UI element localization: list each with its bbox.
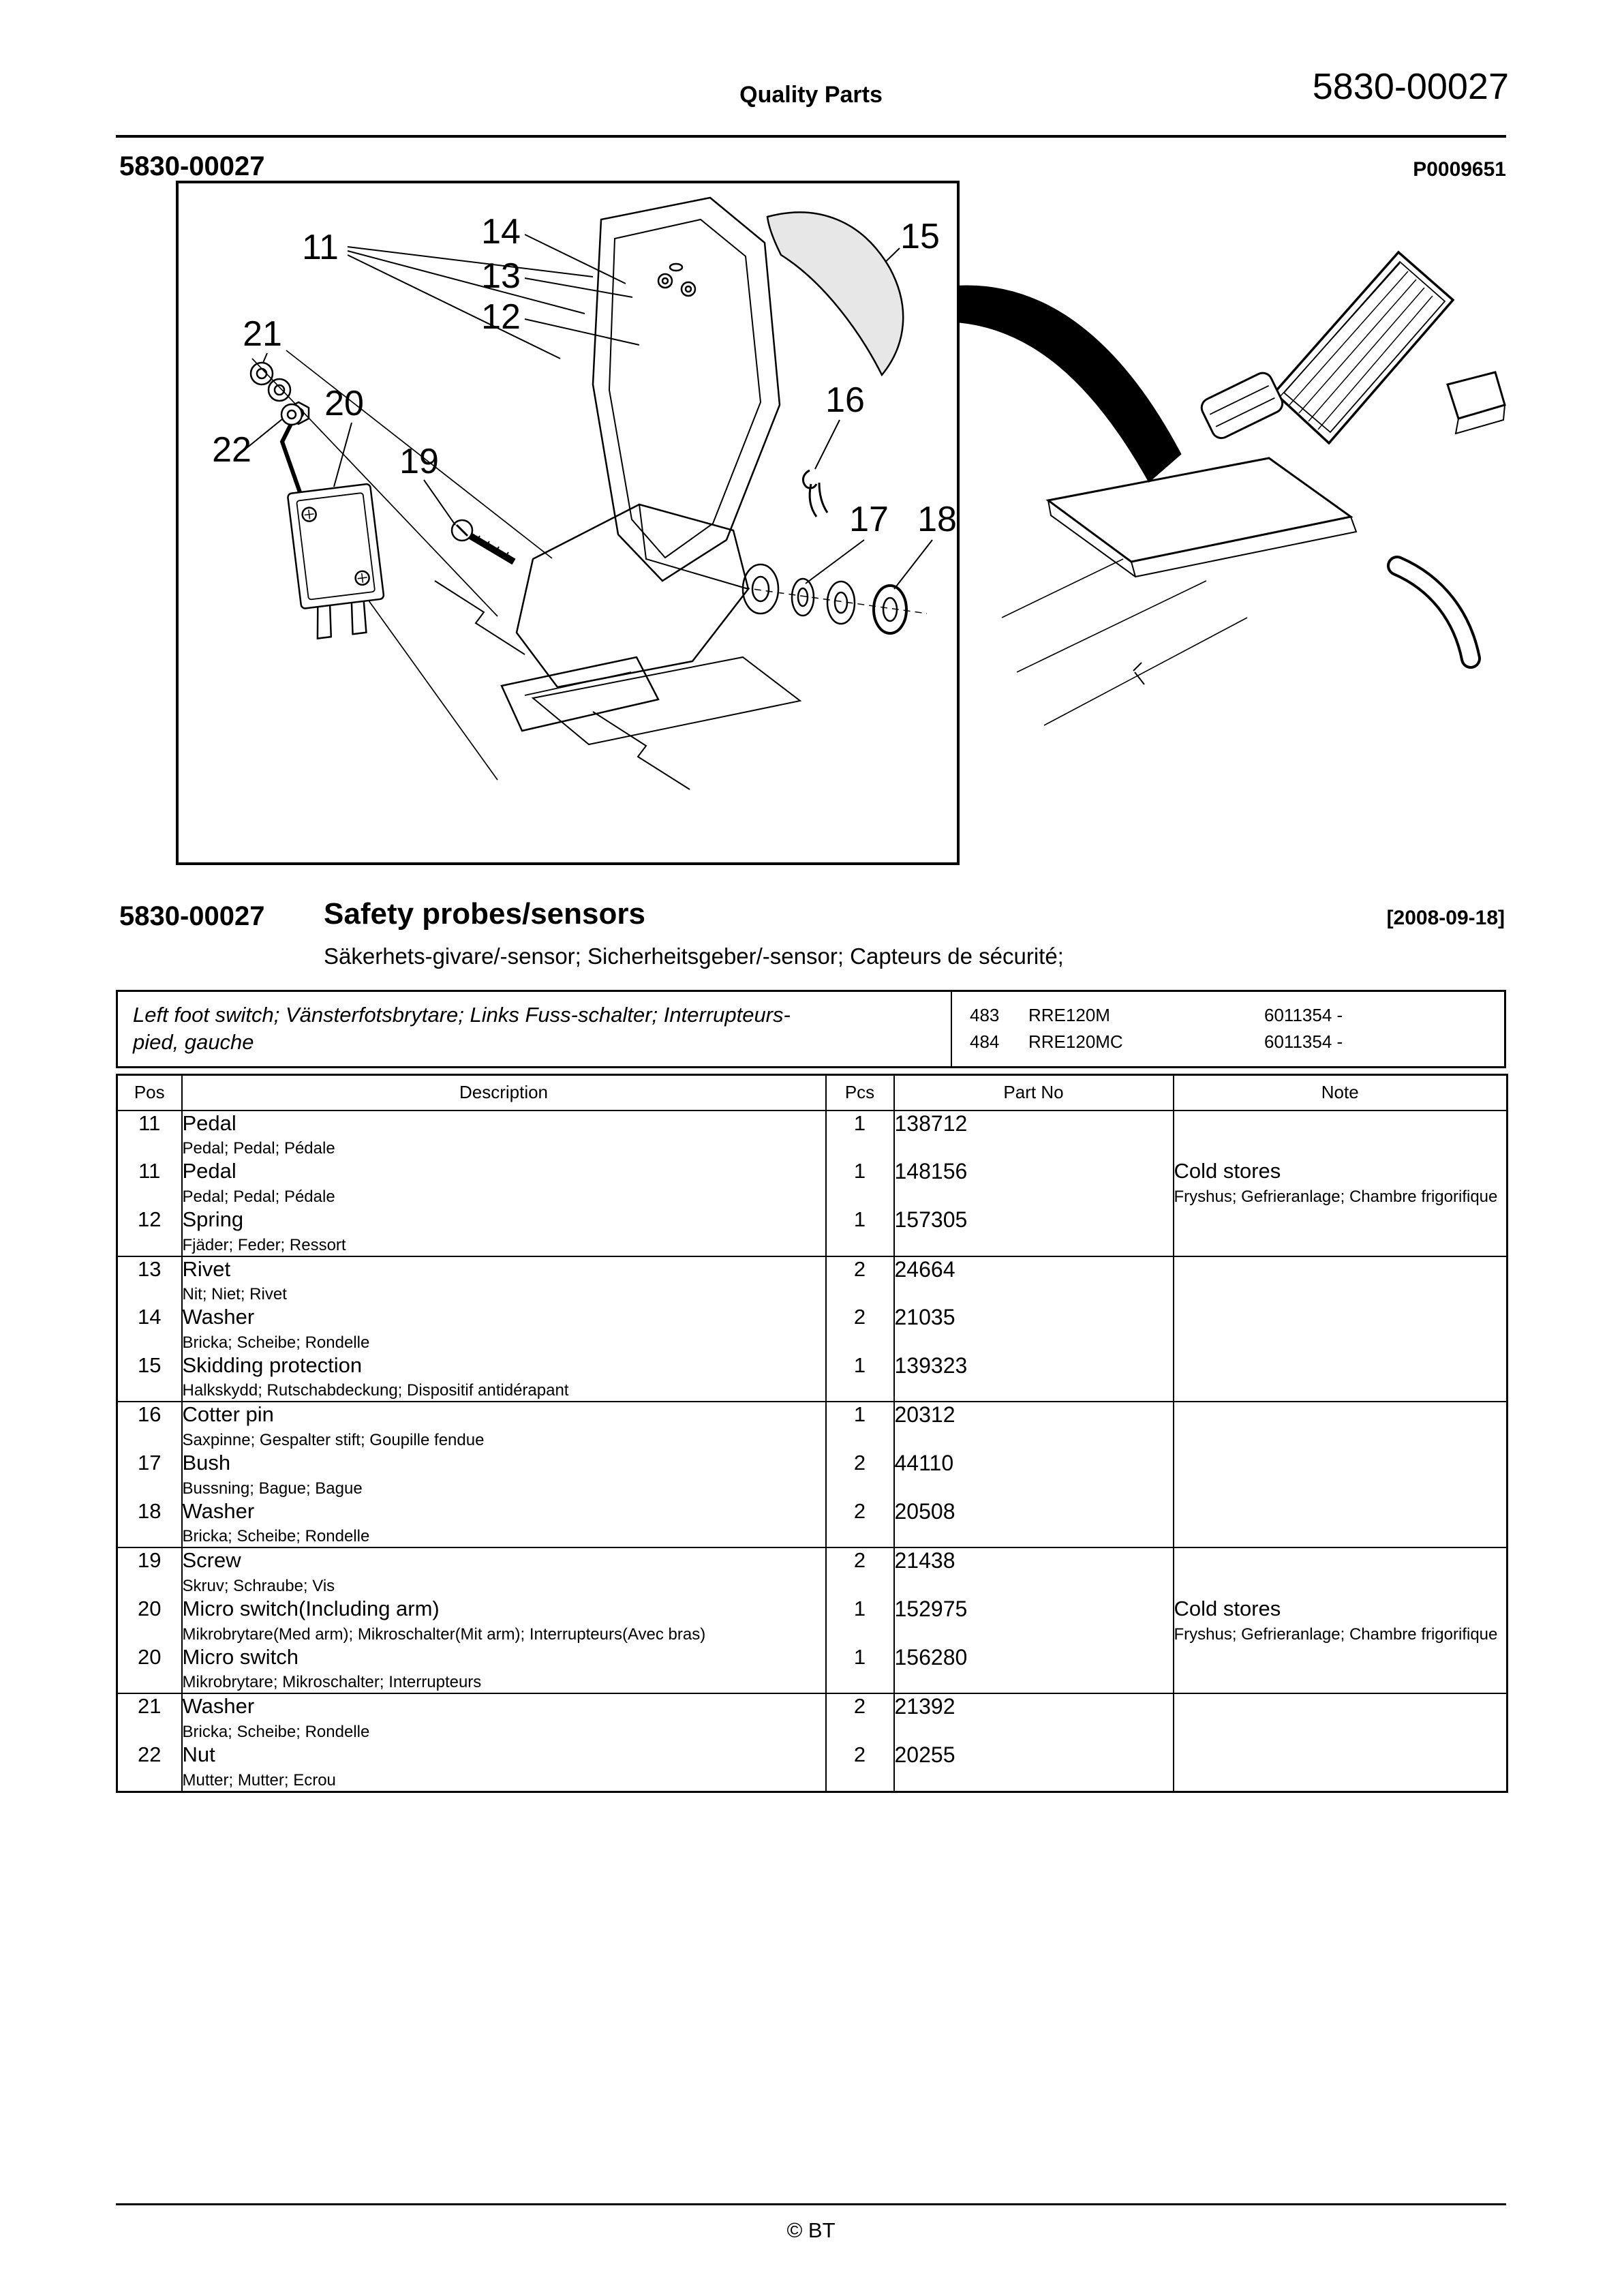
description-cell: Washer Bricka; Scheibe; Rondelle <box>182 1305 826 1353</box>
pos-cell: 17 <box>138 1451 162 1475</box>
partno-cell: 44110 <box>894 1451 1174 1499</box>
col-header-description: Description <box>182 1074 826 1111</box>
table-row <box>117 1159 1508 1207</box>
partno-cell: 20508 <box>894 1499 1174 1548</box>
description-cell: Cotter pin Saxpinne; Gespalter stift; Goupille fendue <box>182 1402 826 1451</box>
pcs-cell: 1 <box>826 1159 894 1207</box>
partno-cell: 152975 <box>894 1597 1174 1645</box>
pcs-cell: 1 <box>826 1111 894 1160</box>
pos-cell: 21 <box>138 1694 162 1719</box>
pcs-cell: 1 <box>826 1645 894 1694</box>
col-header-note: Note <box>1174 1074 1508 1111</box>
variant-models <box>951 992 1504 1066</box>
note-cell <box>1174 1207 1508 1256</box>
partno-cell: 156280 <box>894 1645 1174 1694</box>
model-name: RRE120MC <box>1028 1031 1123 1053</box>
partno-cell: 21438 <box>894 1547 1174 1597</box>
description-cell: Pedal Pedal; Pedal; Pédale <box>182 1111 826 1160</box>
note-cell <box>1174 1693 1508 1742</box>
table-group <box>117 1547 1508 1693</box>
note-cell <box>1174 1742 1508 1792</box>
description-cell: Micro switch(Including arm) Mikrobrytare(Med arm); Mikroschalter(Mit arm); Interrupteurs(Avec bras) <box>182 1597 826 1645</box>
callout-13: 13 <box>481 256 521 296</box>
description-cell: Micro switch Mikrobrytare; Mikroschalter; Interrupteurs <box>182 1645 826 1694</box>
pedal-cable-drawing <box>958 286 1180 481</box>
note-cell <box>1174 1451 1508 1499</box>
diagram-svg <box>116 180 1506 868</box>
header-rule <box>116 135 1506 138</box>
section-title: Safety probes/sensors <box>324 897 645 931</box>
side-bracket-drawing <box>1448 372 1505 434</box>
description-cell: Skidding protection Halkskydd; Rutschabdeckung; Dispositif antidérapant <box>182 1353 826 1402</box>
floor-plate-drawing <box>1002 458 1356 725</box>
col-header-partno: Part No <box>894 1074 1174 1111</box>
variant-model-row <box>970 1029 1497 1055</box>
description-cell: Spring Fjäder; Feder; Ressort <box>182 1207 826 1256</box>
description-cell: Washer Bricka; Scheibe; Rondelle <box>182 1693 826 1742</box>
pos-cell: 16 <box>138 1402 162 1427</box>
description-cell: Screw Skruv; Schraube; Vis <box>182 1547 826 1597</box>
pos-cell: 11 <box>138 1159 161 1183</box>
table-row <box>117 1451 1508 1499</box>
partno-cell: 24664 <box>894 1256 1174 1305</box>
section-date: [2008-09-18] <box>1386 907 1505 929</box>
callout-14: 14 <box>481 212 521 252</box>
pcs-cell: 2 <box>826 1305 894 1353</box>
callout-19: 19 <box>399 442 439 481</box>
table-group <box>117 1402 1508 1547</box>
hatched-pedal-drawing <box>1274 252 1453 443</box>
note-cell <box>1174 1402 1508 1451</box>
table-row <box>117 1207 1508 1256</box>
document-number-header: 5830-00027 <box>1312 66 1509 107</box>
model-code: 483 <box>970 1005 1000 1026</box>
section-number: 5830-00027 <box>119 901 265 931</box>
table-group <box>117 1693 1508 1792</box>
pcs-cell: 1 <box>826 1353 894 1402</box>
note-cell <box>1174 1353 1508 1402</box>
note-cell <box>1174 1111 1508 1160</box>
table-row <box>117 1111 1508 1160</box>
pos-cell: 13 <box>138 1256 162 1281</box>
partno-cell: 157305 <box>894 1207 1174 1256</box>
description-cell: Washer Bricka; Scheibe; Rondelle <box>182 1499 826 1548</box>
exploded-view-diagram <box>116 180 1506 868</box>
variant-description: Left foot switch; Vänsterfotsbrytare; Links Fuss-schalter; Interrupteurs-pied, gauche <box>133 1003 791 1055</box>
pcs-cell: 1 <box>826 1597 894 1645</box>
pcs-cell: 2 <box>826 1451 894 1499</box>
col-header-pos: Pos <box>117 1074 182 1111</box>
document-number: 5830-00027 <box>119 151 265 181</box>
callout-15: 15 <box>900 217 940 256</box>
description-cell: Bush Bussning; Bague; Bague <box>182 1451 826 1499</box>
callout-18: 18 <box>917 500 957 539</box>
variant-model-row <box>970 1002 1497 1029</box>
note-cell <box>1174 1499 1508 1548</box>
pcs-cell: 1 <box>826 1207 894 1256</box>
callout-17: 17 <box>849 500 889 539</box>
description-cell: Pedal Pedal; Pedal; Pédale <box>182 1159 826 1207</box>
pcs-cell: 2 <box>826 1256 894 1305</box>
rod-drawing <box>1397 566 1471 659</box>
callout-20: 20 <box>324 384 364 423</box>
callout-21: 21 <box>243 314 282 354</box>
partno-cell: 20255 <box>894 1742 1174 1792</box>
pos-cell: 12 <box>138 1207 162 1231</box>
table-group <box>117 1111 1508 1256</box>
grip-pad-drawing <box>1199 369 1286 441</box>
table-row <box>117 1305 1508 1353</box>
model-name: RRE120M <box>1028 1005 1110 1026</box>
footer-copyright: © BT <box>786 2218 836 2242</box>
table-row <box>117 1547 1508 1597</box>
page-title: Quality Parts <box>739 82 883 108</box>
description-cell: Nut Mutter; Mutter; Ecrou <box>182 1742 826 1792</box>
pos-cell: 14 <box>138 1305 162 1329</box>
pcs-cell: 2 <box>826 1742 894 1792</box>
description-cell: Rivet Nit; Niet; Rivet <box>182 1256 826 1305</box>
table-row <box>117 1256 1508 1305</box>
partno-cell: 21035 <box>894 1305 1174 1353</box>
table-row <box>117 1645 1508 1694</box>
pos-cell: 15 <box>138 1353 162 1377</box>
photo-reference: P0009651 <box>1413 158 1506 181</box>
partno-cell: 138712 <box>894 1111 1174 1160</box>
table-row <box>117 1499 1508 1548</box>
pcs-cell: 2 <box>826 1693 894 1742</box>
pos-cell: 11 <box>138 1111 161 1135</box>
variant-band <box>116 990 1506 1068</box>
col-header-pcs: Pcs <box>826 1074 894 1111</box>
table-row <box>117 1693 1508 1742</box>
note-cell <box>1174 1645 1508 1694</box>
partno-cell: 148156 <box>894 1159 1174 1207</box>
table-row <box>117 1353 1508 1402</box>
partno-cell: 139323 <box>894 1353 1174 1402</box>
section-subtitle: Säkerhets-givare/-sensor; Sicherheitsgeber/-sensor; Capteurs de sécurité; <box>324 943 1064 969</box>
column-header-row <box>117 1074 1508 1111</box>
table-row <box>117 1742 1508 1792</box>
model-code: 484 <box>970 1031 1000 1053</box>
pos-cell: 20 <box>138 1597 162 1620</box>
model-serial: 6011354 - <box>1264 1005 1343 1026</box>
note-cell <box>1174 1256 1508 1305</box>
table-row <box>117 1402 1508 1451</box>
callout-11: 11 <box>302 228 339 267</box>
note-cell: Cold stores Fryshus; Gefrieranlage; Chambre frigorifique <box>1174 1159 1508 1207</box>
note-cell: Cold stores Fryshus; Gefrieranlage; Chambre frigorifique <box>1174 1597 1508 1645</box>
note-cell <box>1174 1305 1508 1353</box>
pcs-cell: 2 <box>826 1499 894 1548</box>
pos-cell: 22 <box>138 1742 162 1766</box>
callout-22: 22 <box>212 430 251 470</box>
table-group <box>117 1256 1508 1402</box>
table-row <box>117 1597 1508 1645</box>
pos-cell: 18 <box>138 1498 162 1523</box>
callout-12: 12 <box>481 297 521 337</box>
parts-table-area <box>116 990 1506 1793</box>
callout-16: 16 <box>825 380 865 420</box>
model-serial: 6011354 - <box>1264 1031 1343 1053</box>
pos-cell: 20 <box>138 1644 162 1669</box>
pcs-cell: 1 <box>826 1402 894 1451</box>
footer-rule <box>116 2203 1506 2205</box>
pos-cell: 19 <box>138 1548 162 1573</box>
parts-table <box>116 1074 1508 1793</box>
note-cell <box>1174 1547 1508 1597</box>
partno-cell: 20312 <box>894 1402 1174 1451</box>
partno-cell: 21392 <box>894 1693 1174 1742</box>
pcs-cell: 2 <box>826 1547 894 1597</box>
